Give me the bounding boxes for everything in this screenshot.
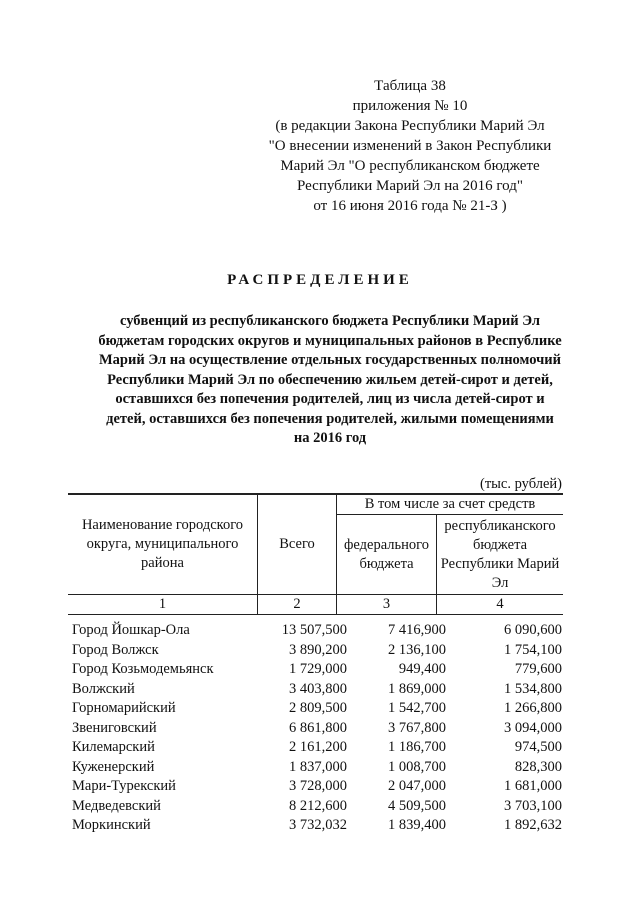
subtitle-line: бюджетам городских округов и муниципальных районов в Республике — [98, 332, 562, 349]
cell-federal: 1 542,700 — [388, 700, 446, 716]
cell-federal: 2 047,000 — [388, 778, 446, 794]
table-row — [72, 699, 562, 719]
header-federal: федерального бюджета — [337, 515, 437, 595]
cell-total: 2 809,500 — [289, 700, 347, 716]
col-number: 3 — [337, 595, 437, 615]
cell-federal: 949,400 — [398, 661, 446, 677]
table-row — [72, 641, 562, 661]
cell-name: Волжский — [72, 680, 135, 697]
subtitle-line: оставшихся без попечения родителей, лиц из числа детей-сирот и — [115, 391, 545, 407]
header-group: В том числе за счет средств — [337, 494, 564, 515]
cell-federal: 4 509,500 — [388, 797, 446, 814]
cell-name: Город Волжск — [72, 641, 159, 658]
cell-total: 1 729,000 — [289, 661, 347, 677]
table-header — [68, 493, 563, 615]
cell-federal: 2 136,100 — [388, 641, 446, 658]
header-line: приложения № 10 — [352, 98, 468, 114]
cell-total: 3 890,200 — [289, 641, 347, 658]
cell-federal: 7 416,900 — [388, 622, 446, 638]
document-title: РАСПРЕДЕЛЕНИЕ — [227, 272, 413, 288]
col-number: 2 — [258, 595, 337, 615]
col-number: 1 — [68, 595, 258, 615]
cell-total: 3 732,032 — [289, 817, 347, 833]
cell-federal: 1 839,400 — [388, 817, 446, 833]
cell-name: Звениговский — [72, 719, 157, 736]
table-row — [72, 660, 562, 680]
table-row — [72, 797, 562, 817]
subtitle-line: детей, оставшихся без попечения родителей, жилыми помещениями — [106, 410, 554, 427]
cell-total: 1 837,000 — [289, 758, 347, 775]
approval-header — [240, 76, 580, 216]
cell-name: Горномарийский — [72, 700, 176, 716]
cell-total: 8 212,600 — [289, 797, 347, 814]
cell-name: Куженерский — [72, 758, 155, 775]
cell-republic: 1 754,100 — [504, 641, 562, 658]
cell-total: 13 507,500 — [281, 622, 347, 638]
cell-republic: 828,300 — [514, 758, 562, 775]
header-total: Всего — [258, 494, 337, 595]
table-row — [72, 777, 562, 797]
cell-name: Город Йошкар-Ола — [72, 622, 190, 638]
cell-republic: 1 892,632 — [504, 817, 562, 833]
subtitle-line: на 2016 год — [293, 430, 367, 446]
units-label: (тыс. рублей) — [480, 476, 562, 492]
cell-republic: 3 094,000 — [504, 719, 562, 736]
table-row — [72, 816, 562, 836]
table-row — [72, 758, 562, 778]
header-republic: республиканского бюджета Республики Марий Эл — [437, 515, 564, 595]
table-body — [72, 621, 562, 836]
cell-total: 6 861,800 — [289, 719, 347, 736]
header-line: Республики Марий Эл на 2016 год" — [296, 178, 524, 194]
cell-republic: 1 681,000 — [504, 778, 562, 794]
header-line: от 16 июня 2016 года № 21-З ) — [313, 198, 507, 214]
table-row — [72, 680, 562, 700]
cell-name: Моркинский — [72, 817, 151, 833]
cell-federal: 1 186,700 — [388, 739, 446, 755]
table-row — [72, 738, 562, 758]
cell-federal: 3 767,800 — [388, 719, 446, 736]
cell-republic: 1 266,800 — [504, 700, 562, 716]
cell-republic: 6 090,600 — [504, 622, 562, 638]
header-name: Наименование городского округа, муниципального района — [68, 494, 258, 595]
cell-name: Килемарский — [72, 739, 155, 755]
cell-total: 3 728,000 — [289, 778, 347, 794]
cell-republic: 779,600 — [514, 661, 562, 677]
document-subtitle — [40, 312, 620, 449]
header-line: Марий Эл "О республиканском бюджете — [280, 158, 540, 174]
cell-federal: 1 869,000 — [388, 680, 446, 697]
cell-name: Город Козьмодемьянск — [72, 661, 214, 677]
header-line: Таблица 38 — [374, 78, 446, 94]
header-line: (в редакции Закона Республики Марий Эл — [275, 118, 545, 134]
subtitle-line: Республики Марий Эл по обеспечению жильем детей-сирот и детей, — [107, 371, 553, 388]
cell-total: 2 161,200 — [289, 739, 347, 755]
cell-republic: 974,500 — [514, 739, 562, 755]
table-row — [72, 719, 562, 739]
col-number: 4 — [437, 595, 564, 615]
cell-name: Медведевский — [72, 797, 161, 814]
cell-total: 3 403,800 — [289, 680, 347, 697]
header-line: "О внесении изменений в Закон Республики — [268, 138, 552, 154]
cell-federal: 1 008,700 — [388, 758, 446, 775]
subtitle-line: субвенций из республиканского бюджета Республики Марий Эл — [120, 313, 540, 329]
subtitle-line: Марий Эл на осуществление отдельных государственных полномочий — [99, 352, 561, 368]
cell-republic: 1 534,800 — [504, 680, 562, 697]
table-row — [72, 621, 562, 641]
cell-name: Мари-Турекский — [72, 778, 176, 794]
cell-republic: 3 703,100 — [504, 797, 562, 814]
